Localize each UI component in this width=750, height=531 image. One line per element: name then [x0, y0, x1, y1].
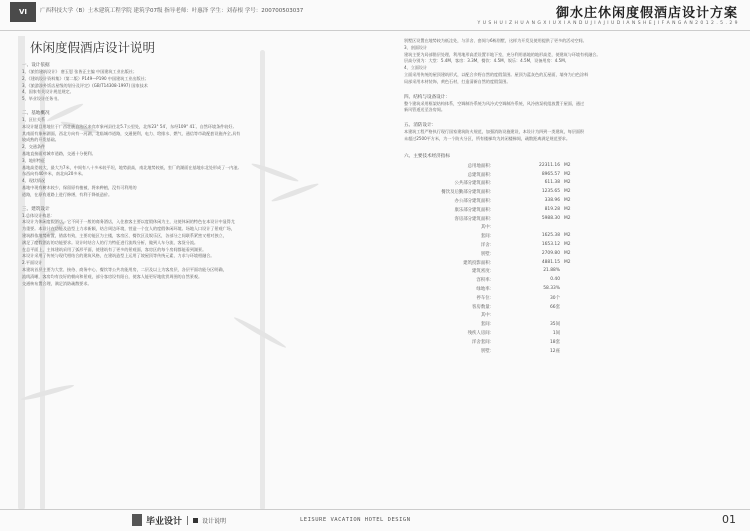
econ-row: [404, 295, 744, 304]
fire-heading: 五、消防设计：: [404, 123, 437, 129]
body-line: 局部采用木材装饰，黄色石材，打造清新自然的度假氛围。: [404, 78, 511, 84]
econ-unit: M2: [564, 215, 571, 221]
econ-value: 819.28: [544, 206, 560, 212]
footer-square-icon: [193, 518, 198, 523]
econ-row: [404, 339, 744, 348]
body-line: 整个建筑采用框架结构体系，空调制冷系统为风冷式空调制冷系统，风冷热泵机组放置于屋面，通过: [404, 100, 585, 106]
econ-unit: M2: [564, 180, 571, 186]
econ-row: [404, 268, 744, 277]
body-line: 基地中现有树木较少，保留原有植被，将来种植，没有可利用的: [22, 184, 137, 190]
econ-label: 总用地面积：: [467, 163, 494, 169]
econ-label: 餐饮及后勤部分建筑面积：: [441, 190, 494, 196]
footer-mark-icon: [132, 514, 142, 526]
econ-row: [404, 180, 744, 189]
econ-unit: M2: [564, 233, 571, 239]
body-line: 为重要。本设计在功能及造型上力求新颖，结合周边环境，营造一个宜人的度假休闲环境。场地入口设计了景观广场，: [22, 226, 235, 232]
econ-label: 建筑投影面积：: [463, 260, 494, 266]
econ-value: 4881.15: [541, 259, 560, 265]
body-line: 建筑群依地势布置，错落有致，主要功能区为主楼，客房区、餐饮区及娱乐区，各部分之间联系紧密又相对独立，: [22, 232, 227, 238]
econ-value: 338.96: [544, 197, 560, 203]
left-column: [22, 38, 377, 498]
econ-value: 66套: [550, 304, 560, 310]
body-line: 本设计采用了传统与现代相结合的建筑风格，在建筑造型上运用了坡屋顶等传统元素，力求与环境相融合。: [22, 253, 215, 259]
school-badge: VI: [10, 2, 36, 22]
econ-label: 客房部分建筑面积：: [454, 216, 494, 222]
body-line: 新风管道送至各房间。: [404, 107, 445, 113]
body-line: 5、毕业设计任务书。: [22, 96, 62, 102]
body-line: 4、国家有关设计规范规定。: [22, 89, 74, 95]
section-heading: 二、基地概况: [22, 110, 50, 116]
econ-row: [404, 163, 744, 172]
econ-label: 其中：: [480, 225, 494, 231]
econ-label: 别墅：: [480, 348, 494, 354]
body-line: 其南面有象州湖面，西北方向有一河湖，北临城市道路，交通便利，电力、给排水、燃气、通信等市政配套设施齐全,具有: [22, 130, 241, 136]
body-line: 本设计题目用地位于广西壮族自治区来宾市象州县往北5.7公里处，北纬23° 54′，东经109° 41′。自然环境条件较好,: [22, 123, 234, 129]
body-line: 东西向有40多米，南北向20多米。: [22, 171, 86, 177]
structure-text: [404, 101, 744, 115]
econ-table: [404, 163, 744, 357]
econ-label: 其中：: [480, 313, 494, 319]
econ-unit: M2: [564, 197, 571, 203]
econ-heading: 六、主要技术经济指标: [404, 153, 450, 159]
body-line: 本设计为休闲度假酒店，它不同于一般的商务酒店，入住旅客主要以度假休闲为主，这使休闲的特色在本设计中显得尤: [22, 219, 235, 225]
body-line: 交通核布置合理，满足消防疏散要求。: [22, 280, 92, 286]
footer-divider: [187, 516, 188, 525]
footer-graduation: 毕业设计: [146, 517, 183, 527]
econ-value: 21.88%: [543, 268, 560, 274]
econ-row: [404, 242, 744, 251]
econ-unit: M2: [564, 259, 571, 265]
econ-row: [404, 321, 744, 330]
econ-label: 洋舍：: [480, 242, 494, 248]
econ-unit: M2: [564, 206, 571, 212]
econ-unit: M2: [564, 189, 571, 195]
body-line: 1、《旅馆建筑设计》 唐玉恩 张皆正主编 中国建筑工业出版社；: [22, 69, 137, 74]
body-line: 道路，在原有道路上进行修缮，有利于降低造价。: [22, 191, 113, 197]
econ-label: 容积率：: [476, 278, 494, 284]
econ-value: 1间: [552, 330, 560, 336]
econ-row: [404, 260, 744, 269]
body-line: 3、地形特征: [22, 157, 46, 163]
body-line: 立面采用传统的屋顶建筑形式，以配合乡野自然的度假氛围。屋顶为蓝灰色的瓦屋面，墙身为白色涂料: [404, 71, 589, 77]
econ-row: [404, 189, 744, 198]
body-line: 3、剖面设计: [404, 44, 428, 50]
body-line: 层高分别为：大堂：5.4M，客房：3.3M，餐饮：4.5M，娱乐：4.5M，设备用房：4.5M。: [404, 58, 569, 64]
econ-value: 611.38: [544, 180, 560, 186]
econ-row: [404, 224, 744, 233]
econ-label: 残疾人房间：: [467, 330, 494, 336]
econ-value: 22311.16: [539, 162, 560, 168]
body-line: 在总平面上，主体建筑采用了弧形平面，使建筑有了更多的景观面，客房区的每个房间都能看到湖景。: [22, 246, 207, 252]
body-line: 2.平面设计: [22, 260, 43, 266]
body-line: 1.总体设计构思：: [22, 212, 55, 218]
econ-label: 洋舍套间：: [472, 339, 494, 345]
page-title: 休闲度假酒店设计说明: [30, 40, 156, 55]
econ-row: [404, 348, 744, 357]
page-number: 01: [722, 513, 736, 526]
econ-row: [404, 277, 744, 286]
header-divider: [0, 30, 750, 31]
body-line: 1、区位关系: [22, 116, 46, 122]
body-line: 基地高差较大，最大为7米，中间有八十多米较平坦，地势最高，南北地势较低，室厂的湖面在基地东北处形成了一内池,: [22, 164, 239, 170]
econ-label: 公共部分建筑面积：: [454, 181, 494, 187]
econ-value: 12座: [550, 348, 560, 354]
econ-row: [404, 330, 744, 339]
fire-text: [404, 129, 744, 143]
econ-row: [404, 304, 744, 313]
econ-value: 0.40: [550, 277, 560, 283]
structure-heading: 四、结构与设备设计：: [404, 94, 450, 100]
econ-unit: M2: [564, 162, 571, 168]
footer-english: LEISURE VACATION HOTEL DESIGN: [300, 517, 411, 523]
footer: [0, 509, 750, 531]
project-subtitle: Y U S H U I Z H U A N G X I U X I A N D U J I A J I U D I A N S H E J I F A N G A N 2 0 1 2 . 5 . 2 9: [477, 21, 738, 26]
body-line: 2、《建筑设计资料集》（第二版）P149—P190 中国建筑工业出版社；: [22, 75, 149, 81]
econ-value: 2709.80: [541, 250, 560, 256]
body-line: 满足了度假酒店的功能要求。设计时结合人的行为特征进行流线分析，做到人车分流、客货分流。: [22, 239, 199, 245]
section-heading: 一、设计依据: [22, 63, 50, 68]
econ-row: [404, 251, 744, 260]
footer-desc: 设计说明: [202, 518, 227, 525]
econ-unit: M2: [564, 250, 571, 256]
econ-row: [404, 198, 744, 207]
econ-label: 别墅：: [480, 251, 494, 257]
school-info: 广西科技大学（B）土木建筑工程学院 建筑学07级 指导老师：叶惠泽 学生：刘春根 学号：200700503037: [40, 8, 304, 14]
body-line: 基地直接面对城市道路，交通十分便利。: [22, 150, 96, 156]
body-line: 流线清晰，客房均有良好的朝向和景观，部分客房设有阳台，使客人能更好地欣赏周围的自然景观。: [22, 273, 203, 279]
body-line: 未超过2500平方米，为一个防火分区，所有楼梯均为封闭楼梯间，疏散距离满足规范要求。: [404, 135, 570, 141]
econ-label: 客房数量：: [472, 304, 494, 310]
econ-row: [404, 312, 744, 321]
body-line: 较成熟的开发基础。: [22, 137, 59, 143]
body-line: 别墅区设置在地势较为低洼处，与洋舍、套间与6栋别墅，这样为开发及使用提供了更多的活动空间。: [404, 38, 587, 43]
project-title: 御水庄休闲度假酒店设计方案: [555, 6, 738, 21]
econ-row: [404, 207, 744, 216]
econ-label: 套间：: [480, 322, 494, 328]
econ-row: [404, 233, 744, 242]
econ-value: 1235.65: [541, 189, 560, 195]
econ-label: 办公部分建筑面积：: [454, 198, 494, 204]
econ-value: 1653.12: [541, 241, 560, 247]
body-line: 3、《旅游涉外饭店星级的划分及评定》(GB/T14308-1997) 国家技术: [22, 82, 148, 88]
section-heading: 三、建筑设计: [22, 206, 50, 212]
econ-label: 停车位：: [476, 295, 494, 301]
econ-value: 5988.30: [541, 215, 560, 221]
econ-unit: M2: [564, 171, 571, 177]
econ-label: 建筑密度：: [472, 269, 494, 275]
body-line: 4、现状情况: [22, 178, 46, 184]
econ-row: [404, 216, 744, 225]
body-line: 本建筑工程严格执行现行国家建筑防火规范，加强消防设施建设，本设计为四到一类建筑，每层面积: [404, 129, 585, 135]
body-line: 本建筑首层主要为大堂、接待、商务中心、餐饮等公共功能用房，二层及以上为客房层，各层平面功能分区明确，: [22, 266, 227, 272]
econ-value: 58.33%: [543, 285, 560, 291]
econ-label: 套间：: [480, 234, 494, 240]
right-column: [404, 38, 744, 498]
left-sections: [22, 62, 377, 287]
body-line: 2、交通条件: [22, 144, 46, 150]
econ-row: [404, 286, 744, 295]
econ-value: 8965.57: [541, 171, 560, 177]
body-line: 4、立面设计: [404, 65, 428, 71]
econ-unit: M2: [564, 241, 571, 247]
intro-text: [404, 38, 744, 86]
econ-label: 总建筑面积：: [467, 172, 494, 178]
body-line: 建筑主要为局部错层处理，利用地形高差设置半地下室，充分利用基地的地形高差，使建筑与环境有机融合。: [404, 51, 601, 57]
econ-value: 30个: [550, 295, 560, 301]
econ-value: 1625.38: [541, 233, 560, 239]
econ-label: 绿地率：: [476, 286, 494, 292]
econ-value: 35间: [550, 322, 560, 328]
econ-value: 18套: [550, 339, 560, 345]
econ-row: [404, 172, 744, 181]
econ-label: 康乐部分建筑面积：: [454, 207, 494, 213]
